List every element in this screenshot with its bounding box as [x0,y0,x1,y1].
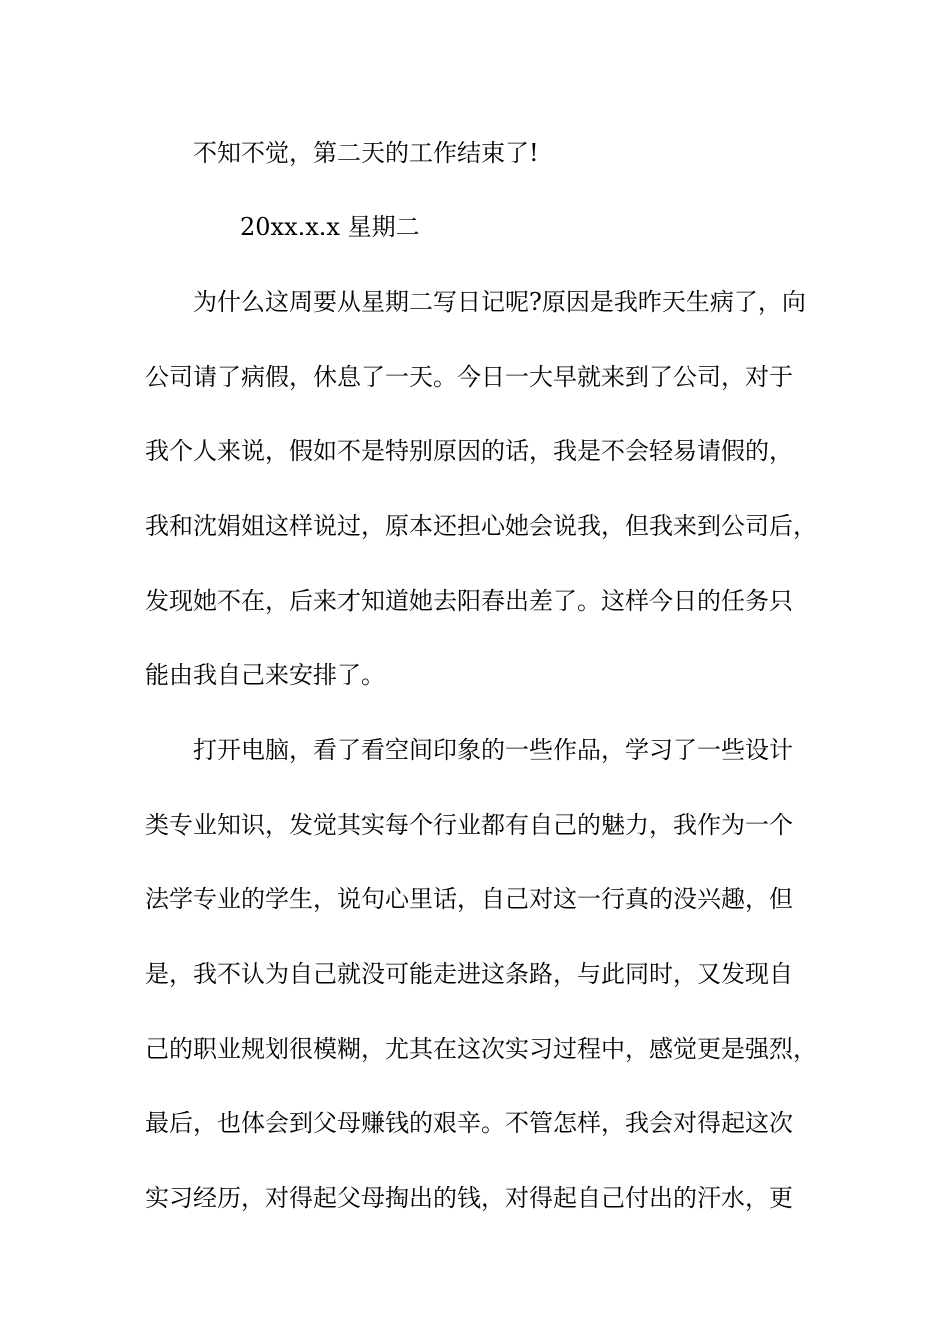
paragraph-2-line-4: 是，我不认为自己就没可能走进这条路，与此同时，又发现自 [145,960,793,988]
paragraph-1-line-2: 公司请了病假，休息了一天。今日一大早就来到了公司，对于 [145,363,793,391]
paragraph-1-line-5: 发现她不在，后来才知道她去阳春出差了。这样今日的任务只 [145,587,793,615]
paragraph-1-line-3: 我个人来说，假如不是特别原因的话，我是不会轻易请假的， [145,437,793,465]
paragraph-1-line-6: 能由我自己来安排了。 [145,661,385,689]
diary-date: 20xx.x.x 星期二 [240,213,420,241]
paragraph-2-line-7: 实习经历，对得起父母掏出的钱，对得起自己付出的汗水，更 [145,1184,793,1212]
paragraph-1-line-1: 为什么这周要从星期二写日记呢?原因是我昨天生病了，向 [193,288,806,316]
paragraph-1-line-4: 我和沈娟姐这样说过，原本还担心她会说我，但我来到公司后， [145,512,817,540]
paragraph-2-line-2: 类专业知识，发觉其实每个行业都有自己的魅力，我作为一个 [145,811,793,839]
paragraph-2-line-3: 法学专业的学生，说句心里话，自己对这一行真的没兴趣，但 [145,885,793,913]
paragraph-2-line-1: 打开电脑，看了看空间印象的一些作品，学习了一些设计 [193,736,793,764]
paragraph-2-line-5: 己的职业规划很模糊，尤其在这次实习过程中，感觉更是强烈， [145,1035,817,1063]
closing-line: 不知不觉，第二天的工作结束了! [193,139,539,167]
paragraph-2-line-6: 最后，也体会到父母赚钱的艰辛。不管怎样，我会对得起这次 [145,1109,793,1137]
